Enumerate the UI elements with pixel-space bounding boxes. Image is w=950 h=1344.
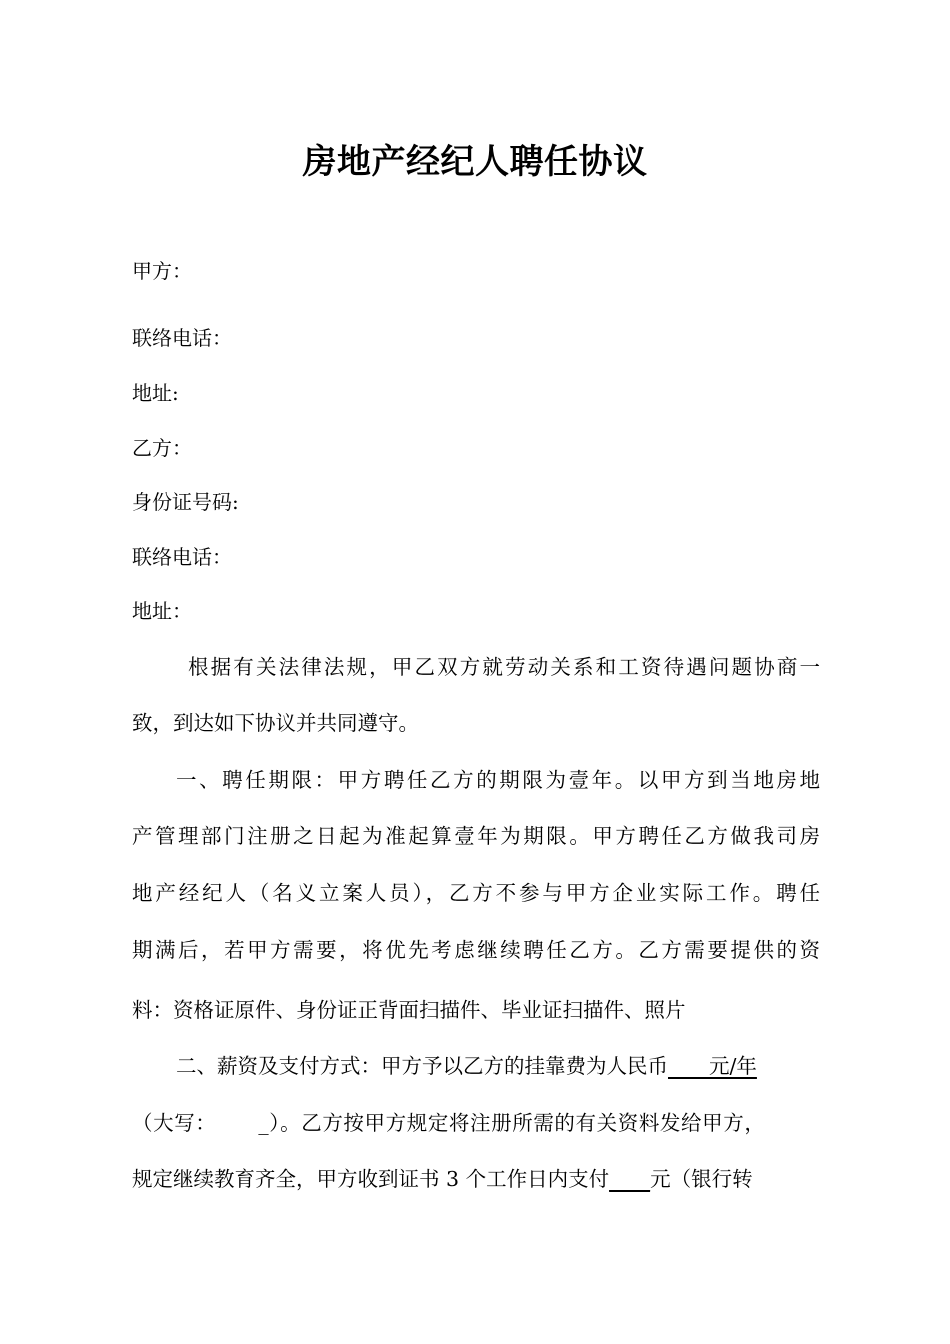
intro-line-2: 致，到达如下协议并共同遵守。 [132, 711, 419, 735]
clause2-line-3 [132, 1165, 820, 1193]
clause2-line-2-prefix: （大写： [132, 1111, 217, 1135]
fee-amount-blank: ____元/年 [668, 1054, 757, 1078]
clause1-line-3: 地产经纪人（名义立案人员），乙方不参与甲方企业实际工作。聘任 [132, 881, 820, 905]
party-b-id-label: 身份证号码: [132, 490, 239, 514]
clause1-line-5: 料：资格证原件、身份证正背面扫描件、毕业证扫描件、照片 [132, 998, 686, 1022]
clause2-line-2 [132, 1109, 820, 1137]
intro-line-1: 根据有关法律法规，甲乙双方就劳动关系和工资待遇问题协商一 [188, 655, 820, 679]
party-b-label: 乙方： [132, 436, 192, 460]
clause2-line-3-text: 规定继续教育齐全，甲方收到证书 3 个工作日内支付 [132, 1167, 610, 1191]
clause1-line-2: 产管理部门注册之日起为准起算壹年为期限。甲方聘任乙方做我司房 [132, 824, 820, 848]
clause2-line-1-text: 二、薪资及支付方式：甲方予以乙方的挂靠费为人民币 [176, 1054, 668, 1078]
party-a-label: 甲方： [132, 259, 192, 283]
document-title: 房地产经纪人聘任协议 [302, 142, 648, 182]
party-b-phone-label: 联络电话： [132, 545, 232, 569]
party-a-phone-label: 联络电话： [132, 326, 232, 350]
party-b-address-label: 地址： [132, 599, 192, 623]
party-a-address-label: 地址: [132, 381, 179, 405]
clause2-line-3-tail: 元（银行转 [650, 1167, 753, 1191]
clause2-line-2-text: ）。乙方按甲方规定将注册所需的有关资料发给甲方， [269, 1111, 766, 1135]
payment-amount-blank: ____ [609, 1167, 651, 1191]
clause2-line-1 [176, 1052, 820, 1080]
clause1-line-1: 一、聘任期限：甲方聘任乙方的期限为壹年。以甲方到当地房地 [176, 768, 820, 792]
clause1-line-4: 期满后，若甲方需要，将优先考虑继续聘任乙方。乙方需要提供的资 [132, 938, 820, 962]
amount-in-words-blank: _ [258, 1111, 270, 1135]
